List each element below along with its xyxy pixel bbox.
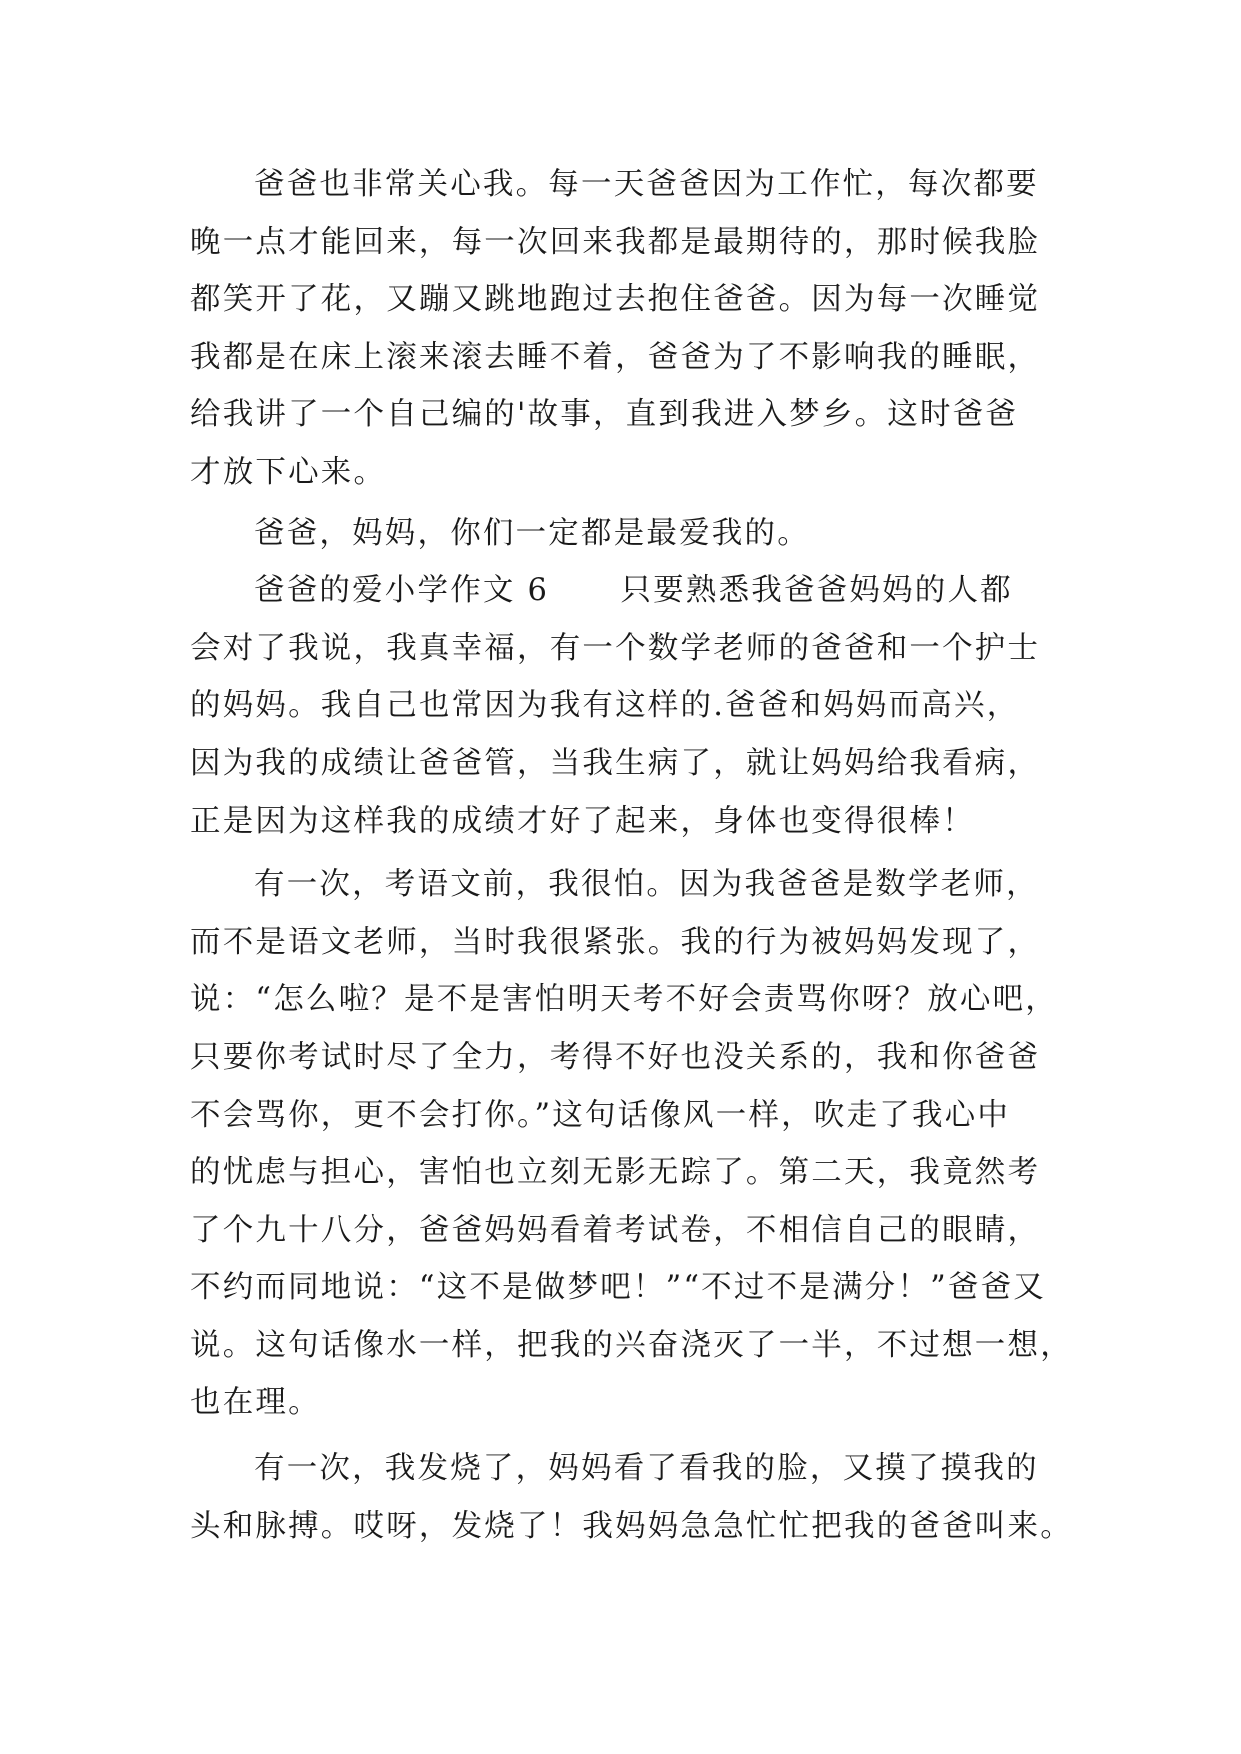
text-line: 因为我的成绩让爸爸管，当我生病了，就让妈妈给我看病，	[190, 745, 1041, 781]
paragraph	[190, 856, 1073, 1432]
text-line: 不约而同地说：“这不是做梦吧！”“不过不是满分！”爸爸又	[190, 1270, 1046, 1306]
text-line: 说：“怎么啦？是不是害怕明天考不好会责骂你呀？放心吧，	[190, 982, 1058, 1018]
text-line: 爸爸的爱小学作文 6 只要熟悉我爸爸妈妈的人都	[254, 573, 1013, 609]
text-line: 我都是在床上滚来滚去睡不着，爸爸为了不影响我的睡眠，	[190, 339, 1041, 375]
essay-text	[190, 156, 1073, 1555]
text-line: 有一次，考语文前，我很怕。因为我爸爸是数学老师，	[254, 867, 1039, 903]
text-line: 头和脉搏。哎呀，发烧了！我妈妈急急忙忙把我的爸爸叫来。	[190, 1508, 1073, 1544]
text-line: 的妈妈。我自己也常因为我有这样的.爸爸和妈妈而高兴，	[190, 688, 1020, 724]
text-line: 晚一点才能回来，每一次回来我都是最期待的，那时候我脸	[190, 224, 1041, 260]
text-line: 会对了我说，我真幸福，有一个数学老师的爸爸和一个护士	[190, 630, 1041, 666]
text-line: 只要你考试时尽了全力，考得不好也没关系的，我和你爸爸	[190, 1039, 1041, 1075]
text-line: 给我讲了一个自己编的'故事，直到我进入梦乡。这时爸爸	[190, 397, 1019, 433]
text-line: 不会骂你，更不会打你。”这句话像风一样，吹走了我心中	[190, 1097, 1011, 1133]
text-line: 说。这句话像水一样，把我的兴奋浇灭了一半，不过想一想，	[190, 1327, 1073, 1363]
text-line: 的忧虑与担心，害怕也立刻无影无踪了。第二天，我竟然考	[190, 1155, 1041, 1191]
text-line: 而不是语文老师，当时我很紧张。我的行为被妈妈发现了，	[190, 924, 1041, 960]
paragraph	[190, 562, 1052, 850]
text-line: 才放下心来。	[190, 454, 387, 490]
paragraph	[190, 505, 1052, 563]
text-line: 也在理。	[190, 1385, 321, 1421]
text-line: 爸爸也非常关心我。每一天爸爸因为工作忙，每次都要	[254, 167, 1039, 202]
paragraph	[190, 156, 1052, 502]
text-line: 爸爸，妈妈，你们一定都是最爱我的。	[254, 515, 810, 551]
text-line: 都笑开了花，又蹦又跳地跑过去抱住爸爸。因为每一次睡觉	[190, 282, 1041, 318]
text-line: 了个九十八分，爸爸妈妈看着考试卷，不相信自己的眼睛，	[190, 1212, 1041, 1248]
text-line: 正是因为这样我的成绩才好了起来，身体也变得很棒！	[190, 803, 975, 839]
text-line: 有一次，我发烧了，妈妈看了看我的脸，又摸了摸我的	[254, 1451, 1039, 1487]
paragraph	[190, 1440, 1073, 1555]
